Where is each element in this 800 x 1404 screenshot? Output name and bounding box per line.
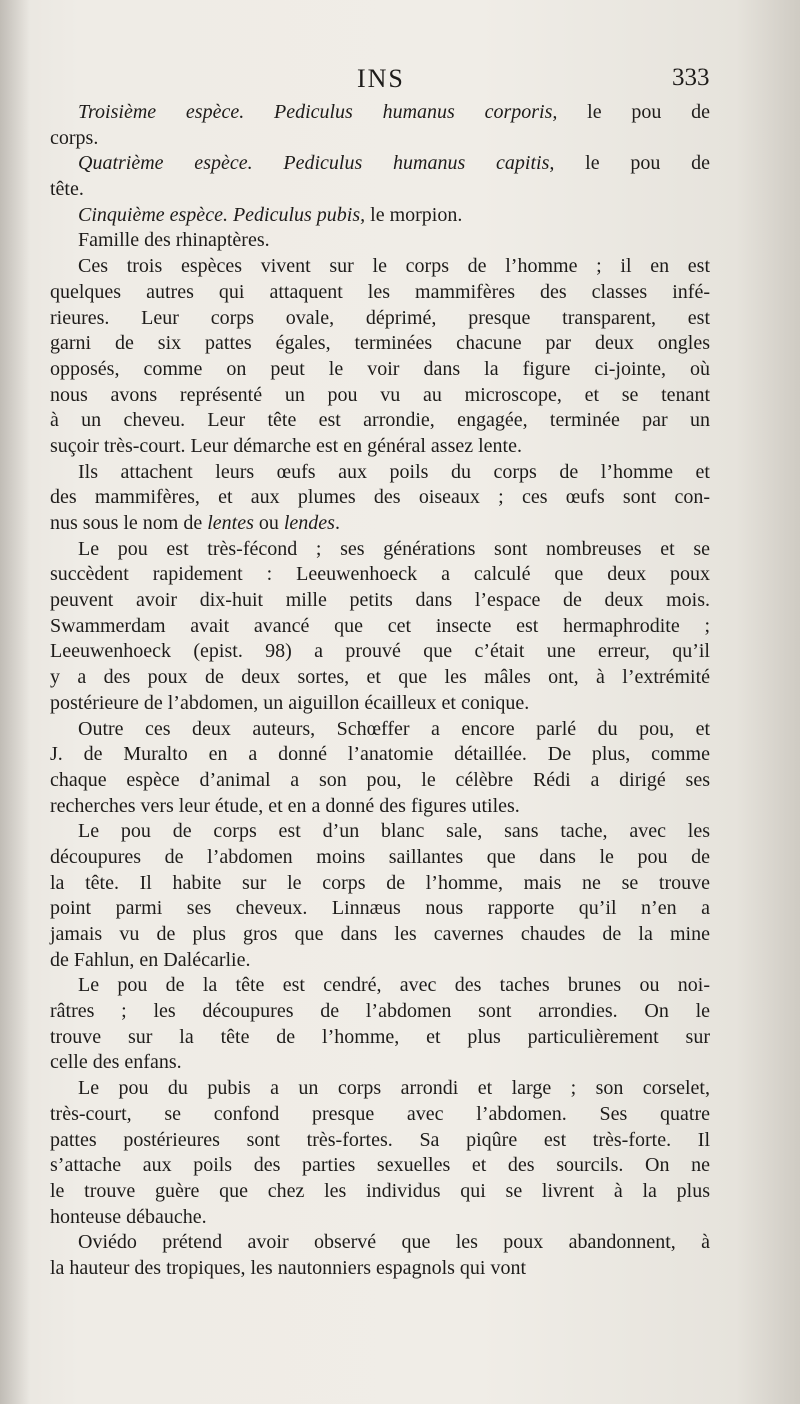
text-line: [50, 588, 710, 614]
text-span: Leeuwenhoeck (epist. 98) a prouvé que c’était une erreur, qu’il: [50, 640, 710, 663]
text-line: [50, 254, 710, 280]
text-span: Outre ces deux auteurs, Schœffer a encore parlé du pou, et: [78, 717, 710, 740]
paragraph: [50, 100, 710, 151]
page-gutter-shadow: [0, 0, 30, 1404]
text-line: [50, 100, 710, 126]
text-line: [50, 973, 710, 999]
text-line: [50, 1050, 710, 1076]
text-span: Le pou du pubis a un corps arrondi et large ; son corselet,: [78, 1077, 710, 1100]
text-line: [50, 819, 710, 845]
text-line: [50, 306, 710, 332]
text-line: [50, 1256, 710, 1282]
text-span: la hauteur des tropiques, les nautonniers espagnols qui vont: [50, 1256, 527, 1279]
paragraph: [50, 228, 710, 254]
text-line: [50, 1230, 710, 1256]
text-span: Ils attachent leurs œufs aux poils du corps de l’homme et: [78, 460, 710, 483]
text-line: [50, 203, 710, 229]
text-line: [50, 280, 710, 306]
text-line: [50, 768, 710, 794]
paragraph: [50, 819, 710, 973]
paragraph: [50, 203, 710, 229]
text-span: le pou de: [557, 101, 710, 123]
body-text: [50, 100, 710, 1282]
text-span: très-court, se confond presque avec l’abdomen. Ses quatre: [50, 1102, 710, 1125]
text-span: découpures de l’abdomen moins saillantes que dans le pou de: [50, 845, 710, 868]
text-line: [50, 1025, 710, 1051]
paragraph: [50, 717, 710, 820]
text-line: [50, 691, 710, 717]
text-line: [50, 151, 710, 177]
text-span: corps.: [50, 126, 99, 149]
text-line: [50, 922, 710, 948]
text-line: [50, 485, 710, 511]
text-line: [50, 1153, 710, 1179]
text-line: [50, 1076, 710, 1102]
page-number: 333: [672, 64, 710, 91]
text-span: Le pou est très-fécond ; ses générations sont nombreuses et se: [78, 537, 710, 560]
text-span: quelques autres qui attaquent les mammifères des classes infé-: [50, 280, 710, 303]
text-line: [50, 948, 710, 974]
text-span: trouve sur la tête de l’homme, et plus particulièrement sur: [50, 1025, 710, 1048]
italic-text: Quatrième espèce. Pediculus humanus capitis,: [78, 152, 555, 175]
text-line: [50, 228, 710, 254]
text-line: [50, 460, 710, 486]
text-span: J. de Muralto en a donné l’anatomie détaillée. De plus, comme: [50, 743, 710, 766]
text-line: [50, 742, 710, 768]
text-span: pattes postérieures sont très-fortes. Sa piqûre est très-forte. Il: [50, 1128, 710, 1151]
text-span: peuvent avoir dix-huit mille petits dans l’espace de deux mois.: [50, 589, 710, 612]
text-line: [50, 896, 710, 922]
text-span: rieures. Leur corps ovale, déprimé, presque transparent, est: [50, 306, 710, 329]
text-span: Le pou de corps est d’un blanc sale, sans tache, avec les: [78, 820, 710, 843]
text-span: Famille des rhinaptères.: [78, 229, 270, 252]
text-span: le morpion.: [365, 203, 463, 226]
text-line: [50, 1179, 710, 1205]
text-span: des mammifères, et aux plumes des oiseaux ; ces œufs sont con-: [50, 486, 710, 509]
text-span: à un cheveu. Leur tête est arrondie, engagée, terminée par un: [50, 409, 710, 432]
italic-text: Troisième espèce. Pediculus humanus corporis,: [78, 101, 558, 123]
italic-text: lendes: [283, 512, 335, 534]
text-span: Ces trois espèces vivent sur le corps de l’homme ; il en est: [78, 255, 710, 278]
running-head: INS: [357, 64, 405, 93]
text-line: [50, 331, 710, 357]
text-line: [50, 639, 710, 665]
text-line: [50, 1128, 710, 1154]
text-span: la tête. Il habite sur le corps de l’homme, mais ne se trouve: [50, 871, 710, 894]
text-line: [50, 408, 710, 434]
text-span: Swammerdam avait avancé que cet insecte est hermaphrodite ;: [50, 614, 710, 637]
paragraph: [50, 254, 710, 460]
paragraph: [50, 973, 710, 1076]
text-line: [50, 357, 710, 383]
text-line: [50, 717, 710, 743]
text-span: râtres ; les découpures de l’abdomen sont arrondies. On le: [50, 1000, 710, 1023]
text-span: celle des enfans.: [50, 1051, 182, 1074]
text-span: ou: [253, 512, 284, 534]
text-span: jamais vu de plus gros que dans les cavernes chaudes de la mine: [50, 923, 710, 945]
italic-text: lentes: [207, 512, 254, 534]
text-span: suçoir très-court. Leur démarche est en général assez lente.: [50, 434, 522, 457]
text-span: le pou de: [554, 152, 710, 175]
text-line: [50, 562, 710, 588]
text-span: recherches vers leur étude, et en a donné des figures utiles.: [50, 794, 520, 817]
text-span: garni de six pattes égales, terminées chacune par deux ongles: [50, 332, 710, 355]
text-line: [50, 537, 710, 563]
text-line: [50, 1205, 710, 1231]
text-span: de Fahlun, en Dalécarlie.: [50, 948, 251, 971]
text-span: y a des poux de deux sortes, et que les mâles ont, à l’extrémité: [50, 666, 710, 689]
text-span: .: [334, 512, 340, 534]
text-line: [50, 614, 710, 640]
text-span: le trouve guère que chez les individus qui se livrent à la plus: [50, 1179, 710, 1202]
text-line: [50, 845, 710, 871]
text-span: opposés, comme on peut le voir dans la figure ci-jointe, où: [50, 357, 710, 380]
text-line: [50, 665, 710, 691]
text-span: Oviédo prétend avoir observé que les poux abandonnent, à: [78, 1231, 710, 1254]
text-line: [50, 871, 710, 897]
text-line: [50, 794, 710, 820]
text-span: Le pou de la tête est cendré, avec des taches brunes ou noi-: [78, 974, 710, 997]
paragraph: [50, 460, 710, 537]
text-span: point parmi ses cheveux. Linnæus nous rapporte qu’il n’en a: [50, 897, 710, 920]
text-line: [50, 177, 710, 203]
page-header: [0, 64, 800, 100]
text-span: nous avons représenté un pou vu au microscope, et se tenant: [50, 383, 710, 406]
text-span: postérieure de l’abdomen, un aiguillon écailleux et conique.: [50, 691, 530, 714]
text-span: chaque espèce d’animal a son pou, le célèbre Rédi a dirigé ses: [50, 768, 710, 791]
paragraph: [50, 1076, 710, 1230]
text-span: succèdent rapidement : Leeuwenhoeck a calculé que deux poux: [50, 563, 710, 586]
text-line: [50, 511, 710, 537]
text-line: [50, 383, 710, 409]
text-span: s’attache aux poils des parties sexuelles et des sourcils. On ne: [50, 1154, 710, 1177]
paragraph: [50, 537, 710, 717]
text-line: [50, 999, 710, 1025]
text-span: honteuse débauche.: [50, 1205, 207, 1228]
text-line: [50, 1102, 710, 1128]
text-span: tête.: [50, 178, 84, 201]
text-line: [50, 434, 710, 460]
paragraph: [50, 151, 710, 202]
text-span: nus sous le nom de: [50, 512, 208, 534]
text-line: [50, 126, 710, 152]
paragraph: [50, 1230, 710, 1281]
italic-text: Cinquième espèce. Pediculus pubis,: [78, 203, 366, 226]
